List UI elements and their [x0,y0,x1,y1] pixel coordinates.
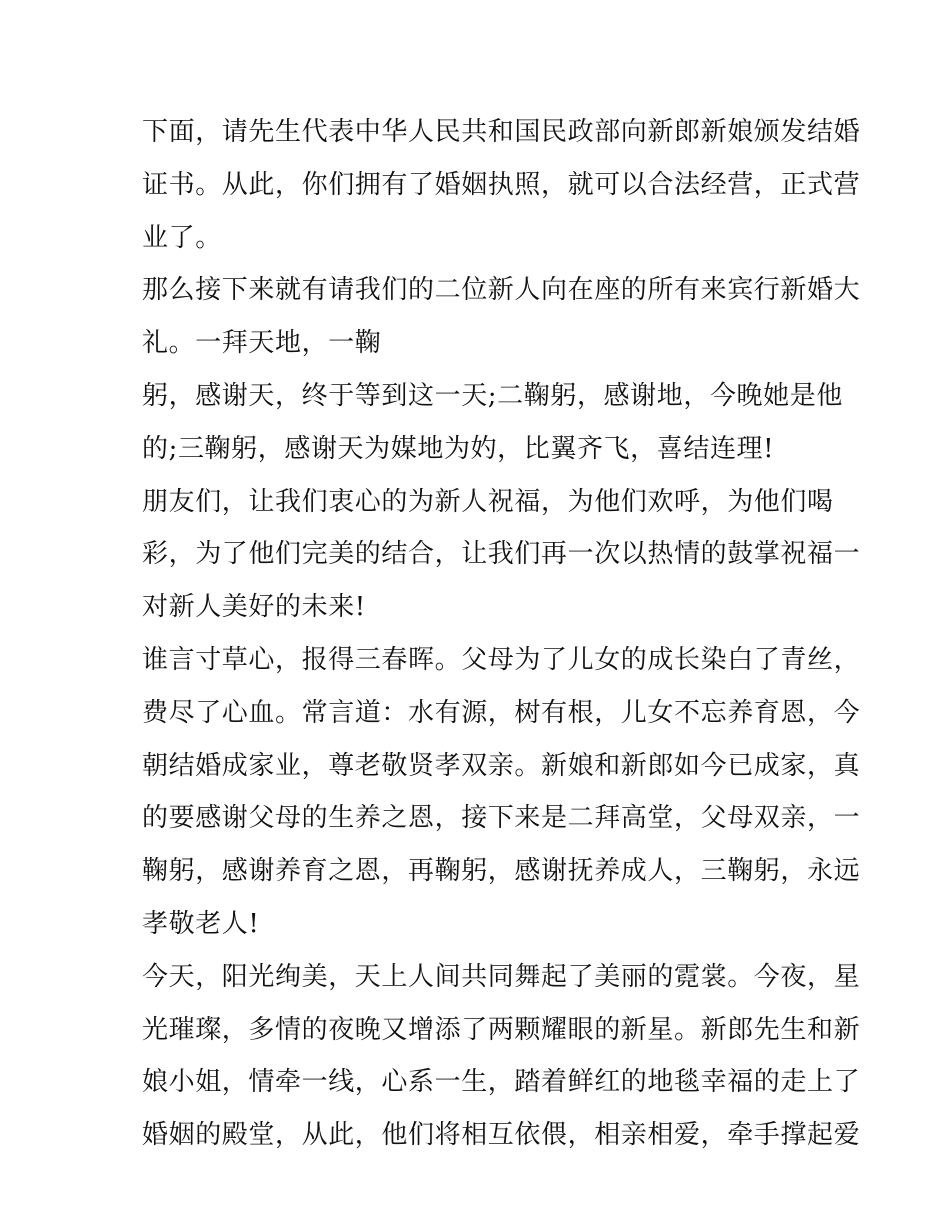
text-line: 证书。从此，你们拥有了婚姻执照，就可以合法经营，正式营 [142,169,861,200]
text-line: 彩，为了他们完美的结合，让我们再一次以热情的鼓掌祝福一 [142,539,861,570]
text-line: 对新人美好的未来! [142,592,366,623]
text-line: 业了。 [142,222,222,253]
text-line: 谁言寸草心，报得三春晖。父母为了儿女的成长染白了青丝， [142,644,861,675]
body-text [142,106,861,1162]
text-line: 婚姻的殿堂，从此，他们将相互依偎，相亲相爱，牵手撑起爱 [142,1120,861,1151]
text-line: 下面，请先生代表中华人民共和国民政部向新郎新娘颁发结婚 [142,117,861,147]
text-line: 朝结婚成家业，尊老敬贤孝双亲。新娘和新郎如今已成家，真 [142,750,861,781]
text-line: 孝敬老人! [142,908,260,939]
text-line: 费尽了心血。常言道：水有源，树有根，儿女不忘养育恩，今 [142,697,861,728]
text-line: 的;三鞠躬，感谢天为媒地为妁，比翼齐飞，喜结连理! [142,433,775,464]
text-line: 娘小姐，情牵一线，心系一生，踏着鲜红的地毯幸福的走上了 [142,1067,861,1098]
text-line: 朋友们，让我们衷心的为新人祝福，为他们欢呼，为他们喝 [142,486,834,517]
text-line: 鞠躬，感谢养育之恩，再鞠躬，感谢抚养成人，三鞠躬，永远 [142,856,861,887]
text-line: 的要感谢父母的生养之恩，接下来是二拜高堂，父母双亲，一 [142,803,861,834]
text-line: 光璀璨，多情的夜晚又增添了两颗耀眼的新星。新郎先生和新 [142,1014,861,1045]
text-line: 那么接下来就有请我们的二位新人向在座的所有来宾行新婚大 [142,275,861,306]
text-line: 今天，阳光绚美，天上人间共同舞起了美丽的霓裳。今夜，星 [142,961,861,992]
text-line: 礼。一拜天地，一鞠 [142,328,382,359]
text-line: 躬，感谢天，终于等到这一天;二鞠躬，感谢地，今晚她是他 [142,380,843,411]
